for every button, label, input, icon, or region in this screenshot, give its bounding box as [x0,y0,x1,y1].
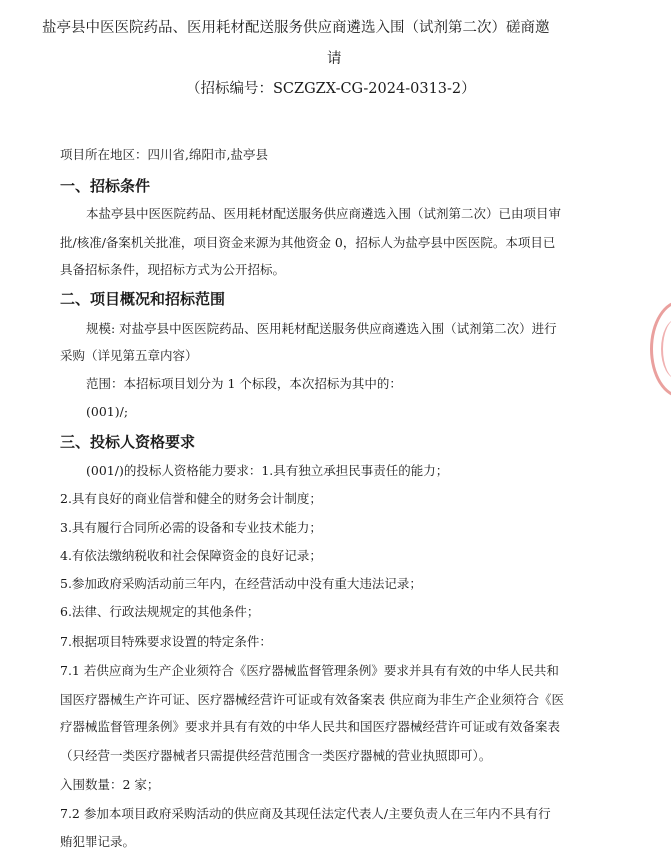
section-3-line-2: 2.具有良好的商业信誉和健全的财务会计制度； [60,491,322,506]
section-3-line-8: 7.1 若供应商为生产企业须符合《医疗器械监督管理条例》要求并具有有效的中华人民共和 [60,663,559,678]
section-3-line-12: 入围数量：2 家； [60,777,160,792]
document-title-line-1: 盐亭县中医医院药品、医用耗材配送服务供应商遴选入围（试剂第二次）磋商邀 [42,20,550,36]
section-2-line-2: 采购（详见第五章内容） [60,348,198,363]
bid-number: （招标编号：SCZGZX-CG-2024-0313-2） [186,81,476,97]
section-1-heading: 一、招标条件 [60,177,151,195]
section-2-line-3: 范围：本招标项目划分为 1 个标段，本次招标为其中的： [86,376,402,391]
section-3-line-14: 贿犯罪记录。 [60,834,136,849]
section-2-line-4: (001)/; [86,404,129,419]
section-3-line-1: (001/)的投标人资格能力要求：1.具有独立承担民事责任的能力； [86,463,449,478]
project-location: 项目所在地区：四川省,绵阳市,盐亭县 [60,147,268,162]
section-3-line-11: （只经营一类医疗器械者只需提供经营范围含一类医疗器械的营业执照即可）。 [60,748,492,763]
section-3-line-3: 3.具有履行合同所必需的设备和专业技术能力； [60,520,322,535]
section-3-line-10: 疗器械监督管理条例》要求并具有有效的中华人民共和国医疗器械经营许可证或有效备案表 [60,719,561,734]
section-1-line-1: 本盐亭县中医医院药品、医用耗材配送服务供应商遴选入围（试剂第二次）已由项目审 [86,206,562,221]
section-3-line-5: 5.参加政府采购活动前三年内，在经营活动中没有重大违法记录； [60,576,422,591]
section-3-line-7: 7.根据项目特殊要求设置的特定条件： [60,634,272,649]
section-2-heading: 二、项目概况和招标范围 [60,290,226,308]
document-title-line-2: 请 [327,51,342,67]
section-1-line-2: 批/核准/备案机关批准，项目资金来源为其他资金 0，招标人为盐亭县中医医院。本项目已 [60,235,556,250]
section-1-line-3: 具备招标条件，现招标方式为公开招标。 [60,262,286,277]
red-seal-stamp [650,300,671,398]
section-3-line-6: 6.法律、行政法规规定的其他条件； [60,604,260,619]
seal-inner-arc [661,319,671,379]
section-3-line-4: 4.有依法缴纳税收和社会保障资金的良好记录； [60,548,322,563]
section-2-line-1: 规模: 对盐亭县中医医院药品、医用耗材配送服务供应商遴选入围（试剂第二次）进行 [86,321,557,336]
section-3-line-9: 国医疗器械生产许可证、医疗器械经营许可证或有效备案表 供应商为非生产企业须符合《医 [60,692,564,707]
section-3-line-13: 7.2 参加本项目政府采购活动的供应商及其现任法定代表人/主要负责人在三年内不具有行 [60,806,551,821]
section-3-heading: 三、投标人资格要求 [60,433,196,451]
